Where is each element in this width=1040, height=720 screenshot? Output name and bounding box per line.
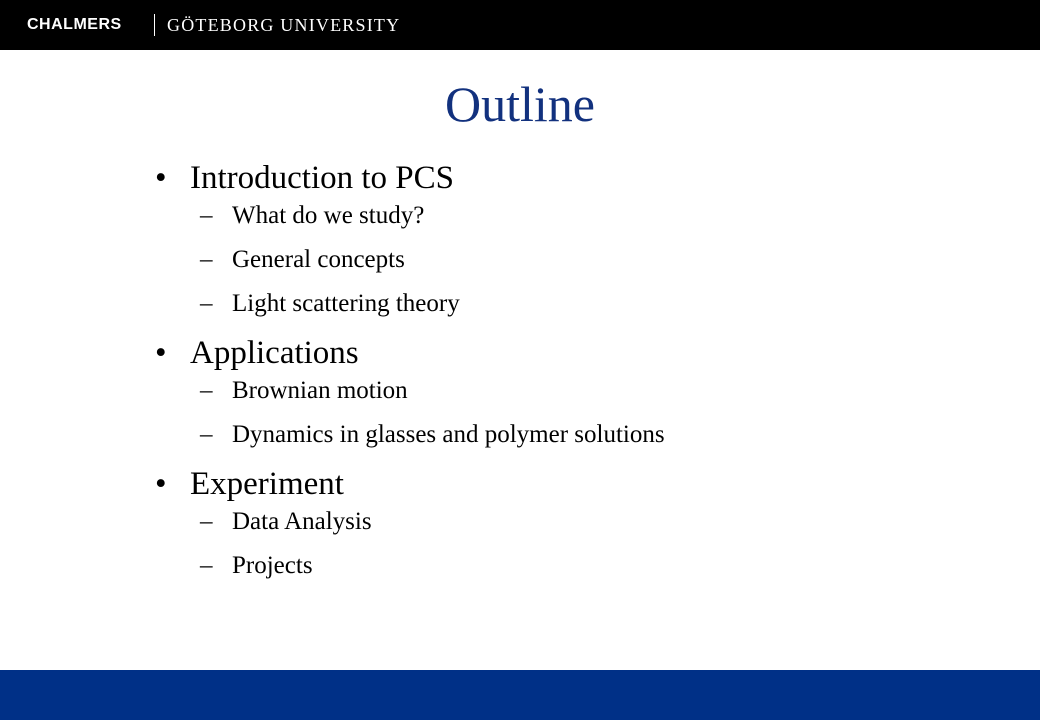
sub-item — [155, 201, 915, 245]
dash-icon: – — [200, 202, 213, 229]
bullet-icon: • — [155, 160, 167, 196]
sub-item — [155, 551, 915, 595]
logo-divider — [154, 14, 155, 36]
footer-bar — [0, 670, 1040, 720]
sub-item — [155, 420, 915, 464]
sub-item — [155, 376, 915, 420]
sub-item-label: General concepts — [232, 246, 405, 273]
dash-icon: – — [200, 552, 213, 579]
dash-icon: – — [200, 508, 213, 535]
sub-item-label: Dynamics in glasses and polymer solutions — [232, 421, 665, 448]
sub-item-label: Light scattering theory — [232, 290, 460, 317]
bullet-icon: • — [155, 335, 167, 371]
sub-item-label: Brownian motion — [232, 377, 408, 404]
dash-icon: – — [200, 246, 213, 273]
sub-item-label: Data Analysis — [232, 508, 372, 535]
sub-item — [155, 245, 915, 289]
slide-title: Outline — [445, 76, 595, 132]
dash-icon: – — [200, 377, 213, 404]
bullet-label: Applications — [190, 335, 359, 371]
chalmers-logo-text: CHALMERS — [27, 16, 122, 33]
outline-list — [155, 158, 915, 595]
bullet-label: Experiment — [190, 466, 344, 502]
bullet-icon: • — [155, 466, 167, 502]
bullet-item-applications — [155, 333, 915, 376]
goteborg-university-logo-text: GÖTEBORG UNIVERSITY — [167, 15, 401, 35]
bullet-label: Introduction to PCS — [190, 160, 455, 196]
dash-icon: – — [200, 421, 213, 448]
bullet-item-experiment — [155, 464, 915, 507]
dash-icon: – — [200, 290, 213, 317]
sub-item — [155, 289, 915, 333]
sub-item-label: Projects — [232, 552, 313, 579]
header-bar — [0, 0, 1040, 50]
sub-item-label: What do we study? — [232, 202, 425, 229]
sub-item — [155, 507, 915, 551]
bullet-item-introduction — [155, 158, 915, 201]
